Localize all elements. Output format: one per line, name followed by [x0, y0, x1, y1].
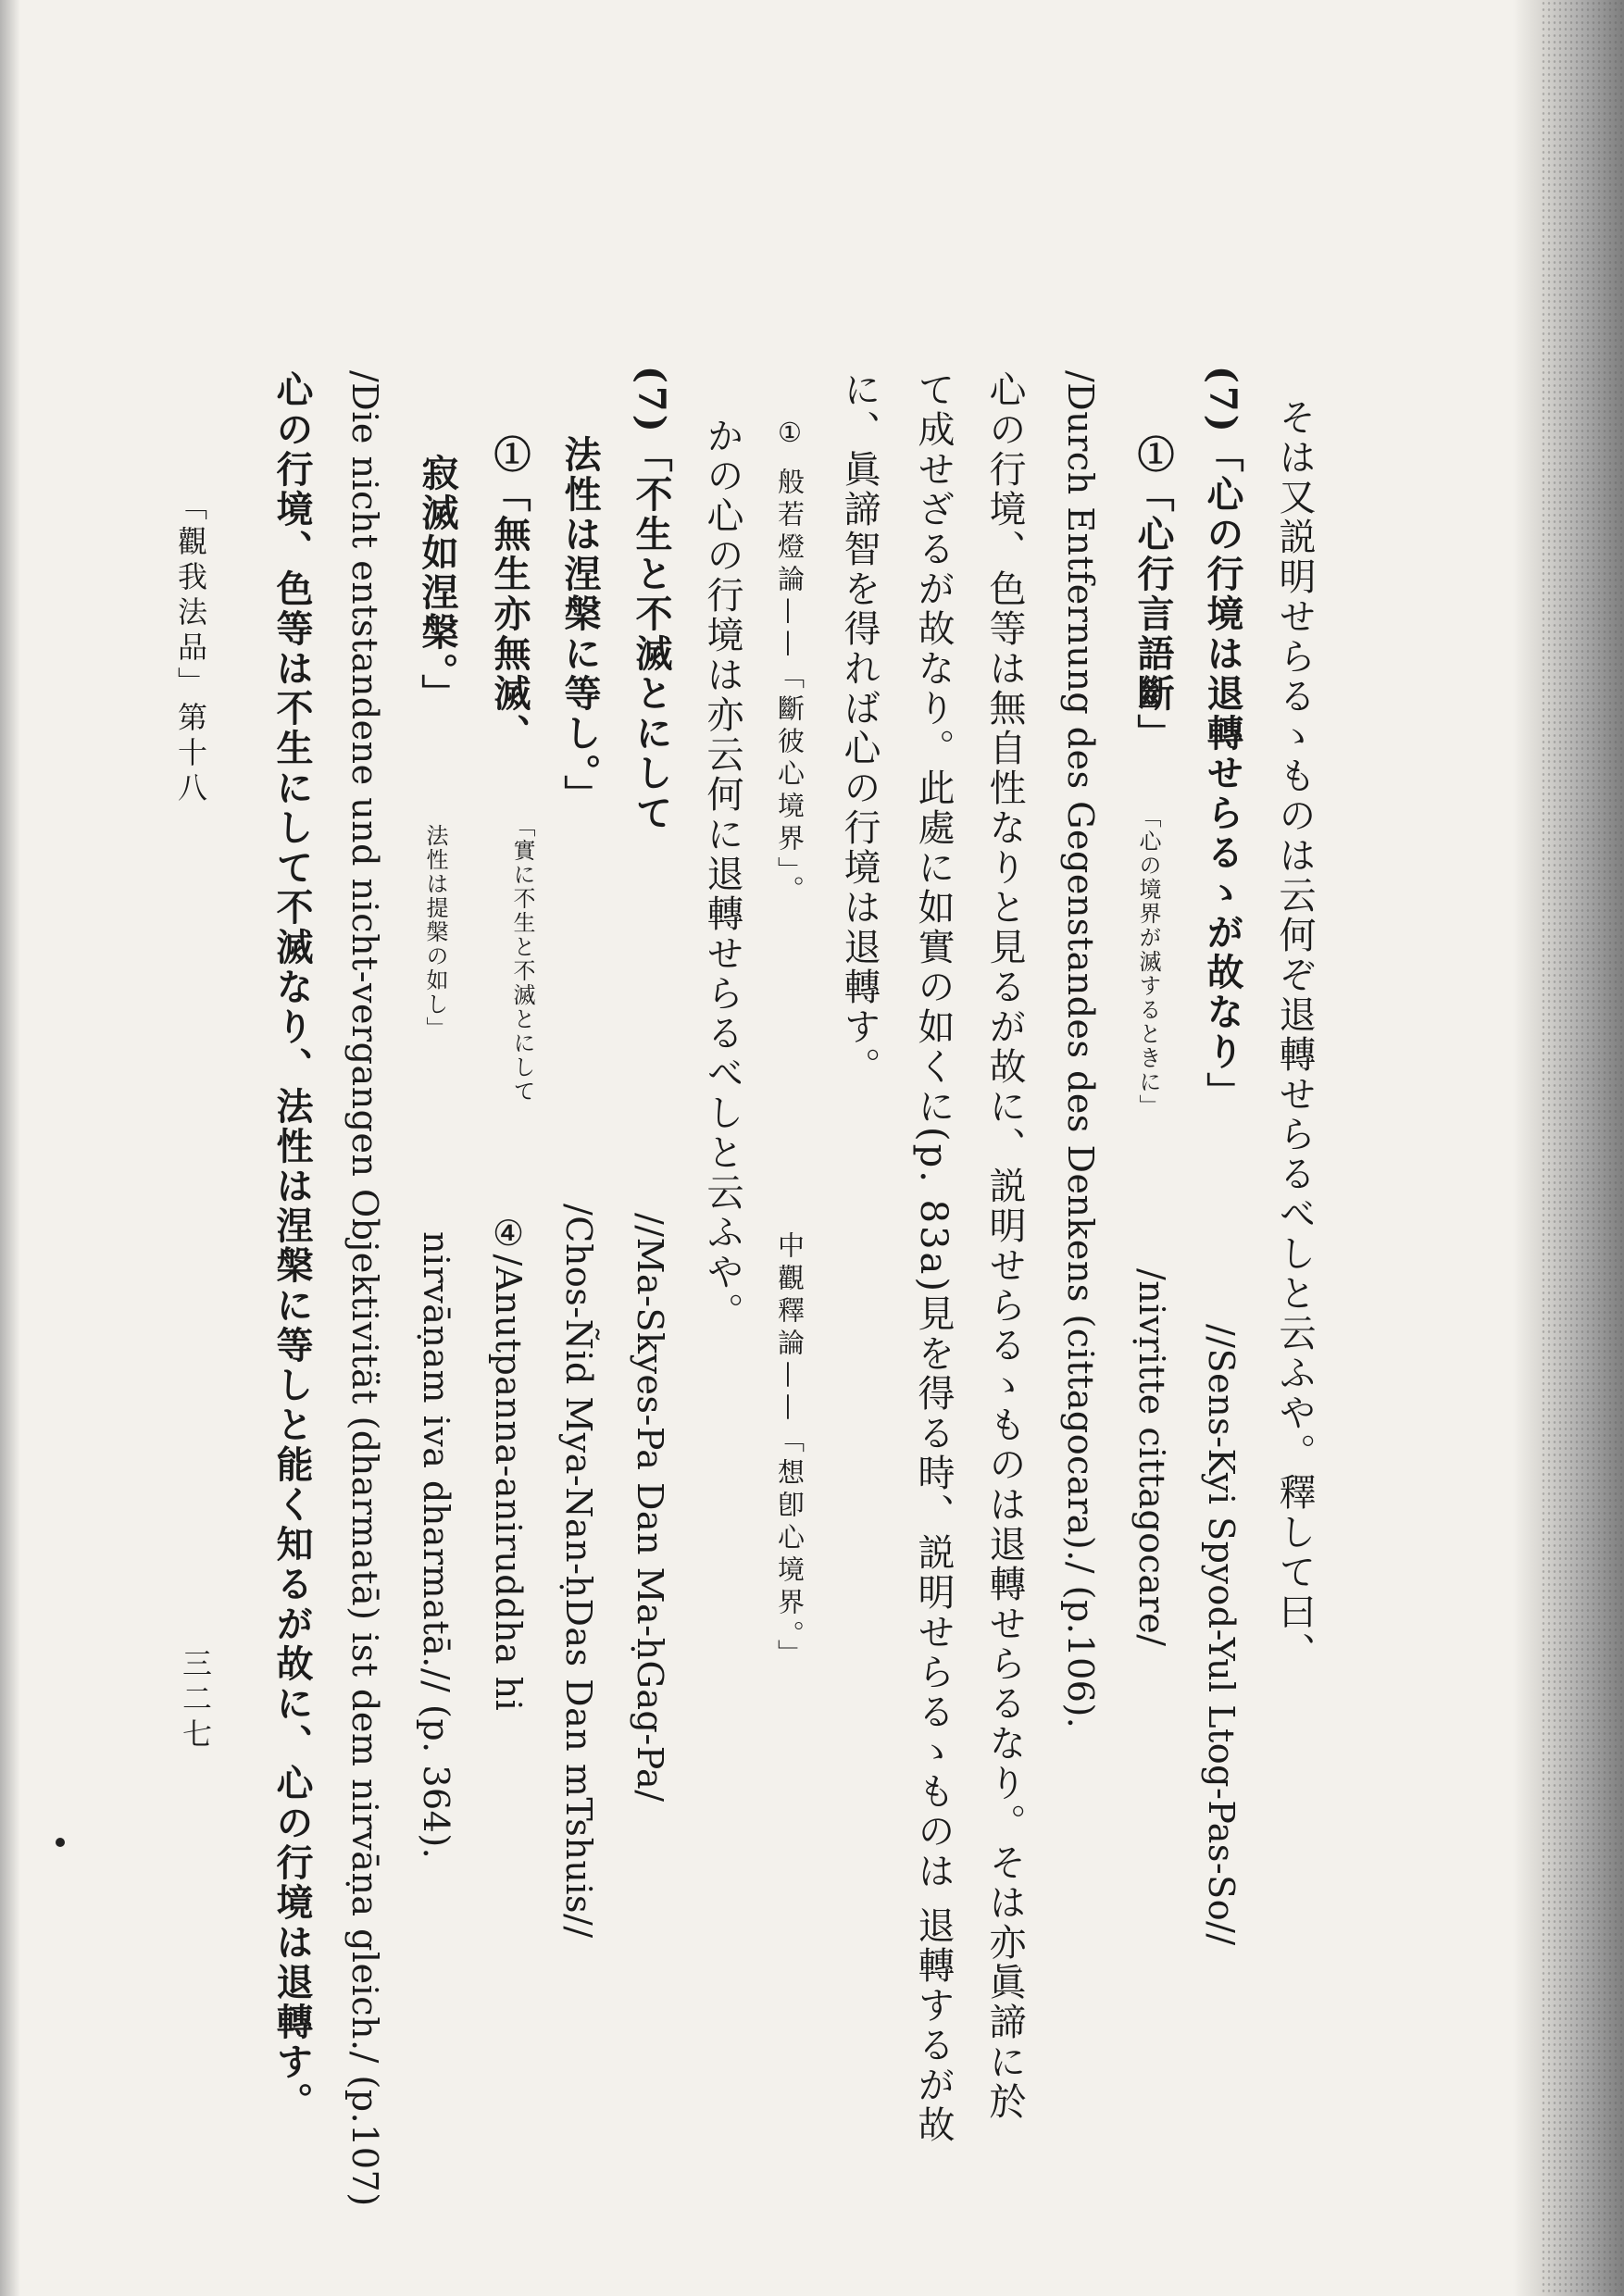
text-column-1: そは又説明せらるゝものは云何ぞ退轉せらるべしと云ふや。釋して曰、: [1273, 398, 1316, 1672]
text-column-7: に、眞諦智を得れば心の行境は退轉す。: [838, 370, 881, 1087]
text-column-9-tibetan: //Ma-Skyes-Pa Dan Ma-ḥGag-Pa/: [630, 1213, 670, 1803]
ink-speck: [56, 1838, 65, 1847]
text-column-3: ①「心行言語斷」: [1131, 435, 1175, 754]
text-column-11-gloss: 「實に不生と不滅とにして: [509, 815, 535, 1104]
footnote-1-right: 中觀釋論——「想卽心境界。」: [774, 1231, 806, 1672]
text-column-10-tibetan: /Chos-Ñid Mya-Nan-ḥDas Dan mTshuis//: [558, 1204, 599, 1939]
text-column-11-sanskrit: ④/Anutpanna-aniruddha hi: [488, 1213, 529, 1712]
footnote-1-left: ① 般若燈論——「斷彼心境界」。: [774, 417, 806, 908]
text-column-9: (7)「不生と不滅とにして: [630, 366, 673, 833]
text-column-10: 法性は涅槃に等し。」: [558, 435, 602, 815]
text-column-3-gloss: 「心の境界が滅するときに」: [1135, 805, 1161, 1118]
text-column-8: かの心の行境は亦云何に退轉せらるべしと云ふや。: [701, 417, 743, 1332]
text-column-3-sanskrit: /nivṛitte cittagocare/: [1131, 1268, 1172, 1647]
text-column-6: て成せざるが故なり。此處に如實の如くに(p. 83a)見を得る時、説明せらるゝものは 退轉するが故: [912, 370, 955, 2145]
text-column-2: (7)「心の行境は退轉せらるゝが故なり」: [1201, 366, 1244, 1112]
text-column-14: 心の行境、色等は不生にして不滅なり、法性は涅槃に等しと能く知るが故に、心の行境は退轉す。: [270, 370, 314, 2122]
text-column-4-german: /Durch Entfernung des Gegenstandes des Denkens (cittagocara)./ (p.106).: [1060, 370, 1101, 1729]
chapter-footer: 「觀我法品」第十八: [173, 491, 208, 807]
text-column-2-tibetan: //Sens-Kyi Spyod-Yul Ltog-Pas-So//: [1201, 1324, 1242, 1946]
page-left-edge-shadow: [0, 0, 20, 2296]
text-column-11: ①「無生亦無滅、: [488, 435, 531, 754]
scan-noise: [1541, 0, 1624, 2296]
text-column-12: 寂滅如涅槃。」: [416, 454, 459, 714]
page-number: 三二七: [178, 1648, 213, 1753]
text-column-13-german: /Die nicht entstandene und nicht-vergangen Objektivität (dharmatā) ist dem nirvāṇa gleich./ (p.107): [344, 370, 385, 2207]
text-column-12-sanskrit: nirvāṇam iva dharmatā.// (p. 364).: [416, 1231, 456, 1860]
text-column-12-gloss: 法性は提槃の如し」: [422, 824, 448, 1041]
text-column-5: 心の行境、色等は無自性なりと見るが故に、説明せらるゝものは退轉せらるなり。そは亦眞諦に於: [983, 370, 1026, 2122]
